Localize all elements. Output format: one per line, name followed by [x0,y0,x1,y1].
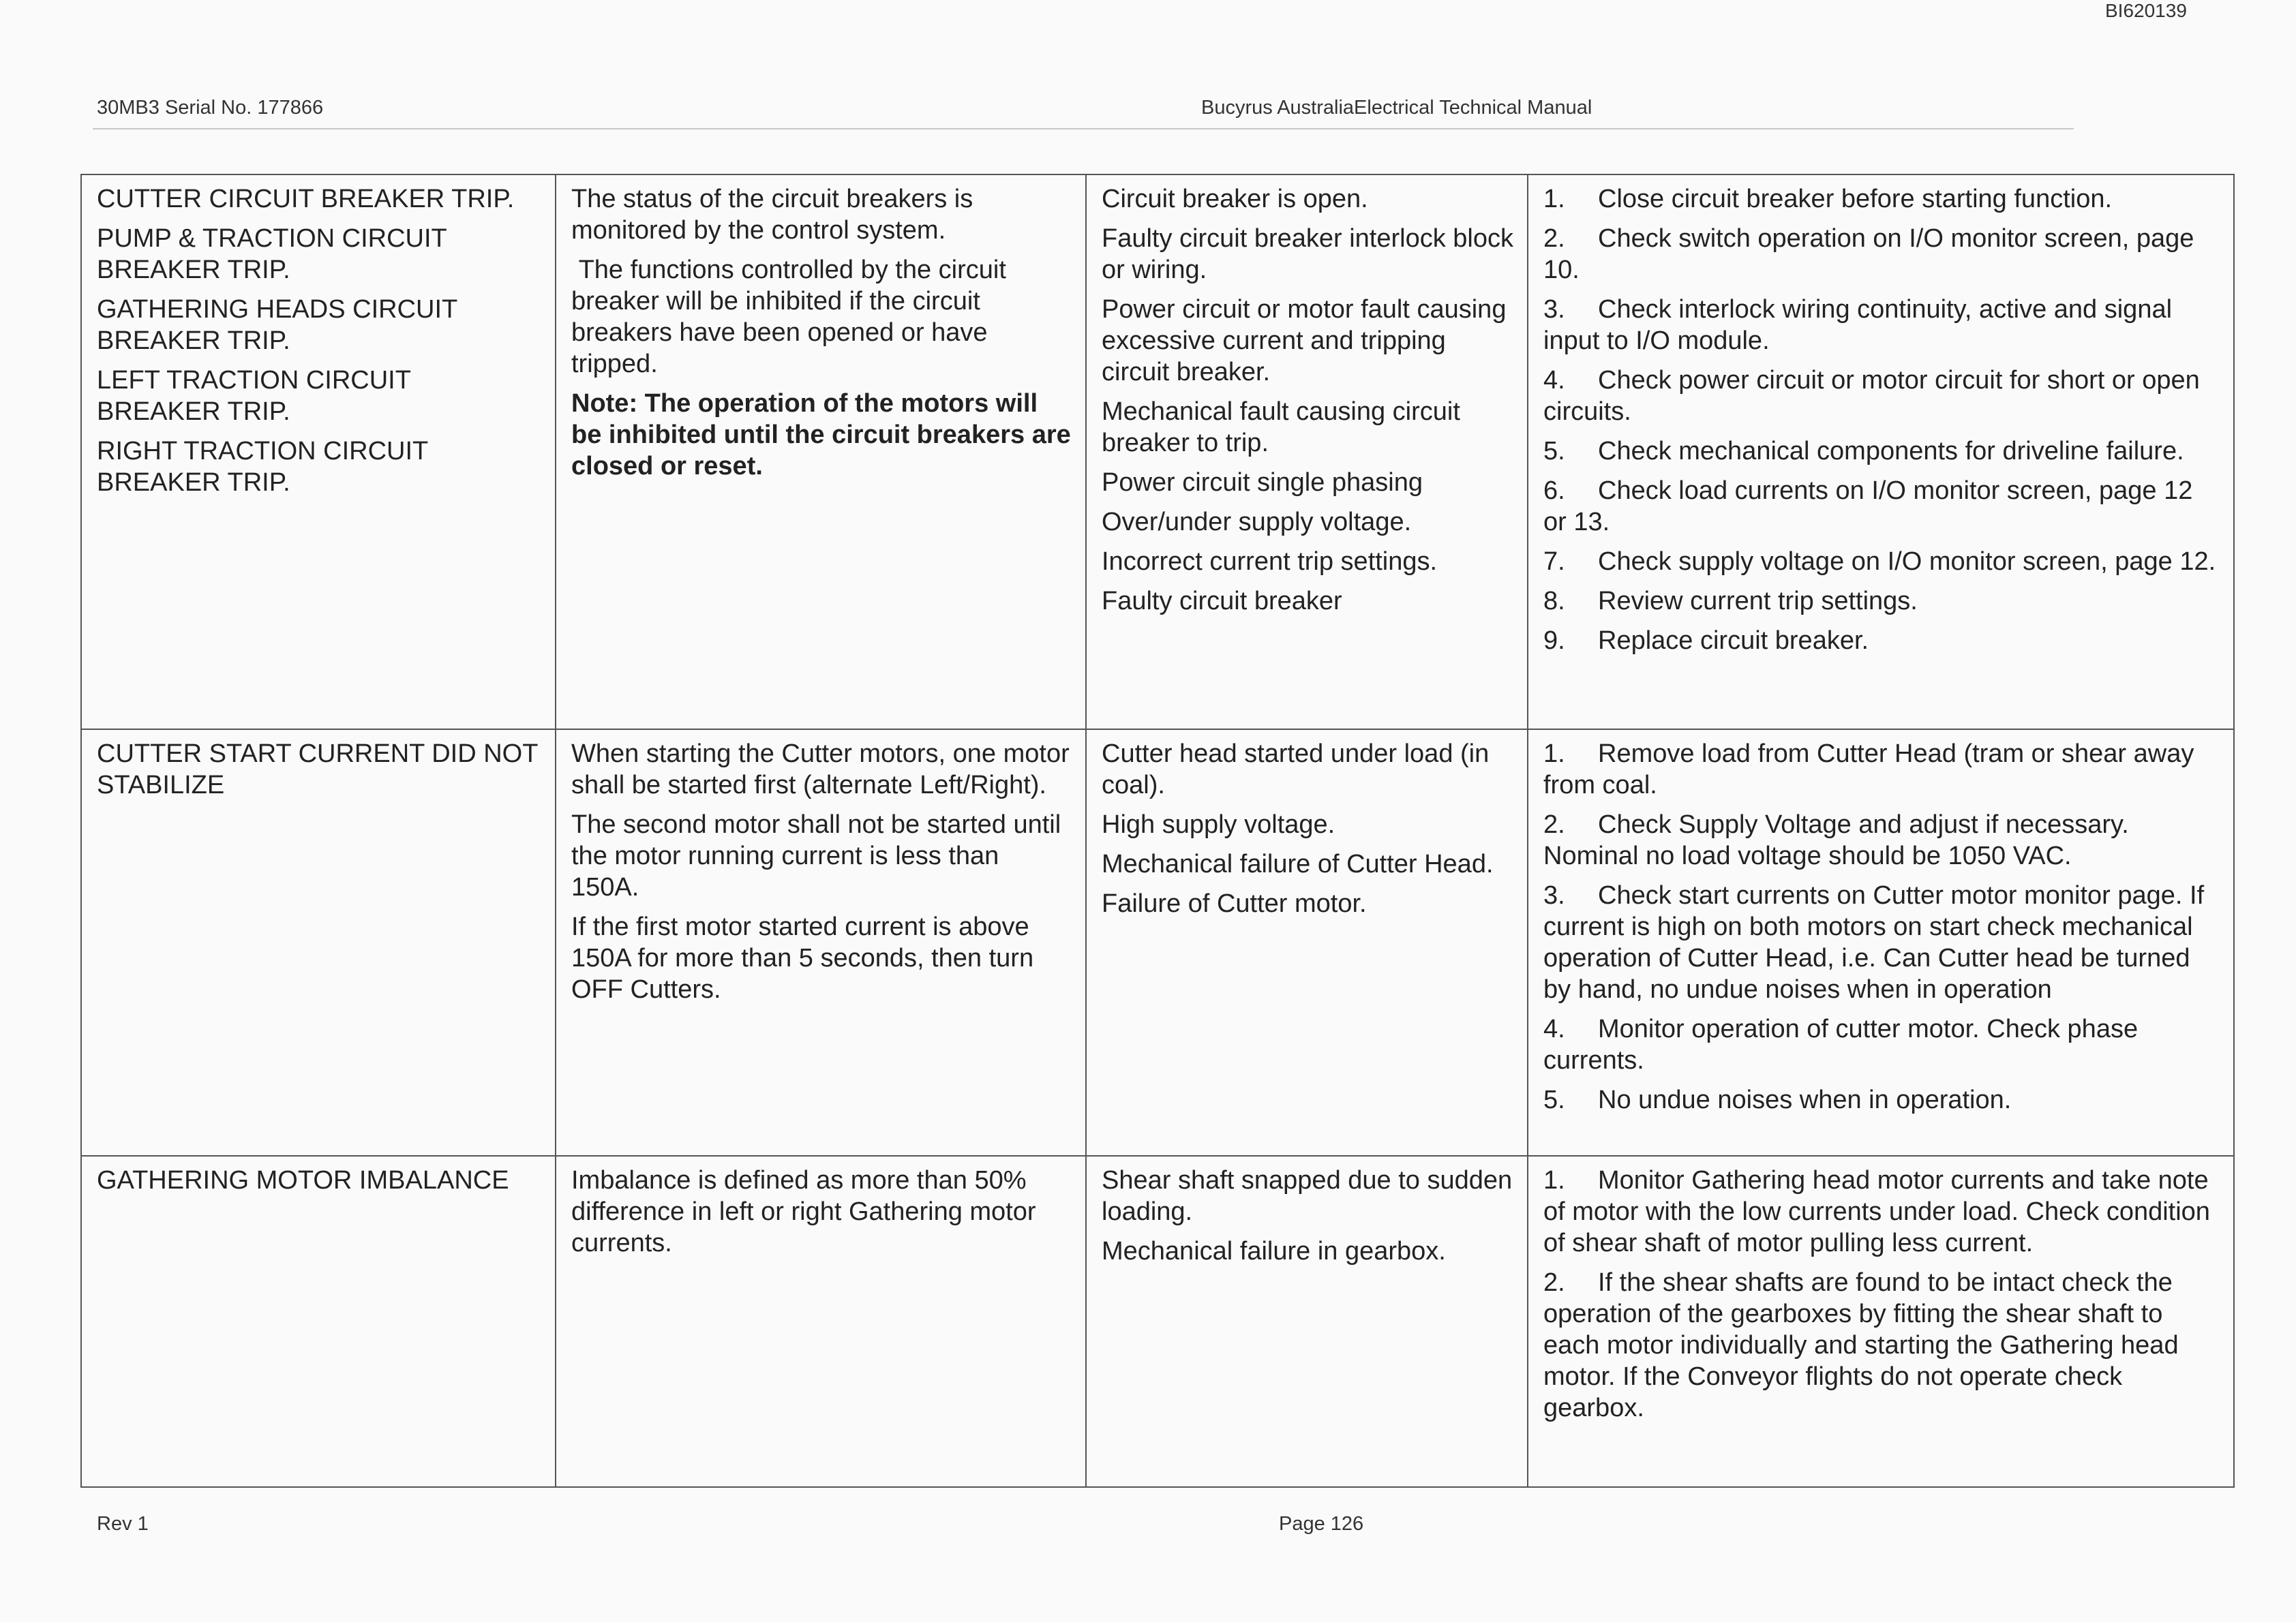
table-row [81,174,2234,729]
action-text: Check power circuit or motor circuit for short or open circuits. [1543,366,2200,426]
actions-cell [1528,729,2234,1156]
action-item [1543,880,2220,1005]
header-manual-title: Bucyrus AustraliaElectrical Technical Manual [1201,97,1592,119]
action-item [1543,1013,2220,1076]
description-paragraph: The second motor shall not be started until the motor running current is less than 150A. [571,810,1068,902]
action-item [1543,1267,2220,1424]
fault-label: CUTTER START CURRENT DID NOT STABILIZE [97,739,538,799]
description-paragraph: When starting the Cutter motors, one motor shall be started first (alternate Left/Right). [571,739,1077,799]
causes-cell [1086,1156,1528,1487]
description-paragraph: If the first motor started current is above 150A for more than 5 seconds, then turn OFF Cutters. [571,913,1041,1004]
action-list [1543,738,2220,1116]
action-item [1543,1084,2220,1116]
action-text: Check Supply Voltage and adjust if necessary. Nominal no load voltage should be 1050 VAC. [1543,810,2129,870]
action-text: Close circuit breaker before starting function. [1598,185,2113,213]
action-number: 5. [1543,1086,1565,1114]
action-list [1543,1165,2220,1424]
action-text: Check start currents on Cutter motor monitor page. If current is high on both motors on start check mechanical operation of Cutter Head, i.e. Can Cutter head be turned by hand, no undue noises when in operation [1543,881,2205,1004]
action-number: 1. [1543,739,1565,768]
action-text: Review current trip settings. [1598,587,1918,615]
fault-label: GATHERING MOTOR IMBALANCE [97,1166,509,1195]
action-item [1543,183,2220,215]
table-row [81,729,2234,1156]
description-paragraph: The status of the circuit breakers is monitored by the control system. [571,185,980,245]
fault-cell [81,729,556,1156]
action-number: 2. [1543,1268,1565,1297]
actions-cell [1528,174,2234,729]
action-number: 2. [1543,224,1565,253]
action-number: 7. [1543,547,1565,576]
action-number: 9. [1543,626,1565,655]
action-item [1543,435,2220,467]
cause-item: Power circuit single phasing [1102,468,1423,497]
action-text: Check switch operation on I/O monitor screen, page 10. [1543,224,2194,284]
cause-item: Mechanical failure in gearbox. [1102,1237,1446,1266]
action-number: 4. [1543,366,1565,395]
action-text: If the shear shafts are found to be intact check the operation of the gearboxes by fitting the shear shaft to each motor individually and starting the Gathering head motor. If the Conveyor flights do not operate check gearbox. [1543,1268,2179,1422]
action-number: 8. [1543,587,1565,615]
action-item [1543,585,2220,617]
description-cell [556,729,1086,1156]
fault-cell [81,1156,556,1487]
cause-item: Shear shaft snapped due to sudden loading. [1102,1166,1513,1226]
troubleshooting-table [80,174,2235,1488]
note-text: Note: The operation of the motors will be inhibited until the circuit breakers are closed or reset. [571,389,1071,480]
action-item [1543,625,2220,656]
action-number: 3. [1543,881,1565,910]
action-text: No undue noises when in operation. [1598,1086,2012,1114]
action-text: Check supply voltage on I/O monitor screen, page 12. [1598,547,2216,576]
action-item [1543,223,2220,286]
fault-label: PUMP & TRACTION CIRCUIT BREAKER TRIP. [97,224,447,284]
page-header [93,97,2074,129]
action-number: 3. [1543,295,1565,324]
action-item [1543,294,2220,356]
cause-item: Failure of Cutter motor. [1102,889,1367,918]
action-text: Check mechanical components for driveline failure. [1598,437,2184,465]
action-number: 2. [1543,810,1565,839]
action-number: 5. [1543,437,1565,465]
fault-label: CUTTER CIRCUIT BREAKER TRIP. [97,185,515,213]
fault-label: LEFT TRACTION CIRCUIT BREAKER TRIP. [97,366,411,426]
description-paragraph: The functions controlled by the circuit breaker will be inhibited if the circuit breakers have been opened or have tripped. [571,256,1014,378]
causes-cell [1086,174,1528,729]
footer-revision: Rev 1 [97,1513,149,1535]
description-paragraph: Imbalance is defined as more than 50% difference in left or right Gathering motor currents. [571,1166,1044,1257]
cause-item: Mechanical fault causing circuit breaker to trip. [1102,397,1460,457]
fault-label: GATHERING HEADS CIRCUIT BREAKER TRIP. [97,295,457,355]
description-cell [556,1156,1086,1487]
action-number: 1. [1543,185,1565,213]
cause-item: Faulty circuit breaker interlock block or wiring. [1102,224,1513,284]
cause-item: Power circuit or motor fault causing excessive current and tripping circuit breaker. [1102,295,1507,386]
action-item [1543,475,2220,538]
action-text: Remove load from Cutter Head (tram or shear away from coal. [1543,739,2194,799]
document-id: BI620139 [2105,0,2187,21]
action-text: Check interlock wiring continuity, active and signal input to I/O module. [1543,295,2173,355]
action-item [1543,738,2220,801]
action-item [1543,1165,2220,1259]
fault-label: RIGHT TRACTION CIRCUIT BREAKER TRIP. [97,437,428,497]
cause-item: Incorrect current trip settings. [1102,547,1438,576]
action-text: Check load currents on I/O monitor screen, page 12 or 13. [1543,476,2193,536]
cause-item: Mechanical failure of Cutter Head. [1102,850,1494,878]
action-text: Monitor operation of cutter motor. Check phase currents. [1543,1015,2139,1075]
action-item [1543,365,2220,427]
actions-cell [1528,1156,2234,1487]
fault-cell [81,174,556,729]
cause-item: Circuit breaker is open. [1102,185,1368,213]
action-list [1543,183,2220,656]
action-number: 1. [1543,1166,1565,1195]
table-row [81,1156,2234,1487]
action-item [1543,546,2220,577]
cause-item: Faulty circuit breaker [1102,587,1342,615]
footer-page-number: Page 126 [1279,1513,1364,1535]
action-text: Monitor Gathering head motor currents and take note of motor with the low currents under load. Check condition of shear shaft of motor pulling less current. [1543,1166,2210,1257]
description-cell [556,174,1086,729]
action-text: Replace circuit breaker. [1598,626,1869,655]
cause-item: Cutter head started under load (in coal). [1102,739,1490,799]
action-number: 4. [1543,1015,1565,1043]
action-item [1543,809,2220,872]
cause-item: Over/under supply voltage. [1102,508,1412,536]
action-number: 6. [1543,476,1565,505]
header-serial: 30MB3 Serial No. 177866 [97,97,324,119]
causes-cell [1086,729,1528,1156]
cause-item: High supply voltage. [1102,810,1335,839]
